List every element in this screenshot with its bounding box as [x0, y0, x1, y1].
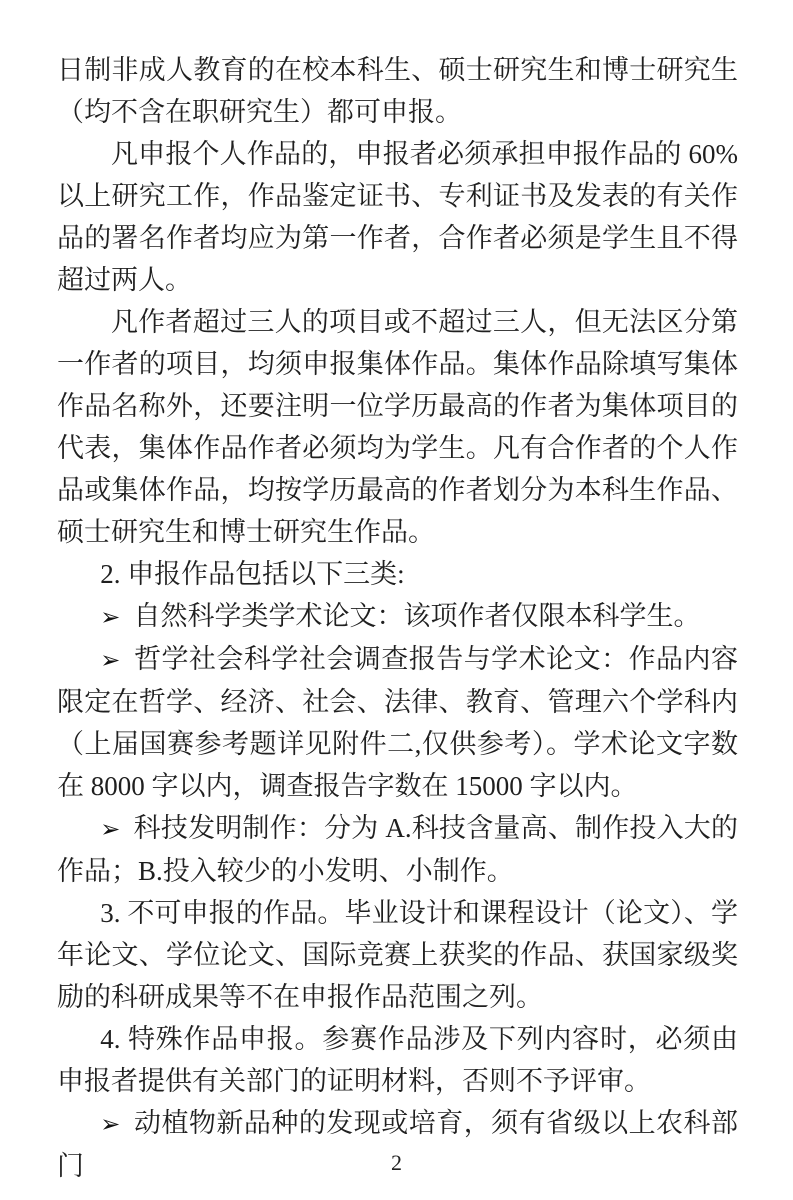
paragraph: 3. 不可申报的作品。毕业设计和课程设计（论文）、学年论文、学位论文、国际竞赛上获奖的作品、获国家级奖励的科研成果等不在申报作品范围之列。 — [57, 898, 738, 1012]
bullet-arrow-icon: ➢ — [100, 815, 121, 843]
bullet-arrow-icon: ➢ — [100, 1110, 121, 1138]
paragraph — [57, 638, 738, 807]
paragraph: 4. 特殊作品申报。参赛作品涉及下列内容时，必须由申报者提供有关部门的证明材料，否则不予评审。 — [57, 1024, 738, 1096]
paragraph-text: 科技发明制作：分为 A.科技含量高、制作投入大的作品；B.投入较少的小发明、小制作。 — [57, 813, 738, 886]
paragraph: 2. 申报作品包括以下三类: — [100, 559, 405, 589]
paragraph-text: 动植物新品种的发现或培育，须有省级以上农科部门 — [57, 1108, 738, 1181]
paragraph — [57, 807, 738, 892]
paragraph-text: 哲学社会科学社会调查报告与学术论文：作品内容限定在哲学、经济、社会、法律、教育、管理六个学科内（上届国赛参考题详见附件二,仅供参考）。学术论文字数在 8000 字以内，调查报告字数在 15000 字以内。 — [57, 644, 738, 801]
page-footer — [0, 1148, 793, 1178]
paragraph-text: 自然科学类学术论文：该项作者仅限本科学生。 — [133, 601, 701, 631]
paragraph: 凡作者超过三人的项目或不超过三人，但无法区分第一作者的项目，均须申报集体作品。集体作品除填写集体作品名称外，还要注明一位学历最高的作者为集体项目的代表，集体作品作者必须均为学生。凡有合作者的个人作品或集体作品，均按学历最高的作者划分为本科生作品、硕士研究生和博士研究生作品。 — [57, 307, 738, 547]
paragraph — [57, 595, 738, 638]
page-number: 2 — [391, 1150, 402, 1175]
bullet-arrow-icon: ➢ — [100, 646, 121, 674]
paragraph: 凡申报个人作品的，申报者必须承担申报作品的 60%以上研究工作，作品鉴定证书、专利证书及发表的有关作品的署名作者均应为第一作者，合作者必须是学生且不得超过两人。 — [57, 139, 738, 295]
document-body — [57, 49, 738, 1187]
paragraph: 日制非成人教育的在校本科生、硕士研究生和博士研究生（均不含在职研究生）都可申报。 — [57, 55, 738, 127]
bullet-arrow-icon: ➢ — [100, 603, 121, 631]
